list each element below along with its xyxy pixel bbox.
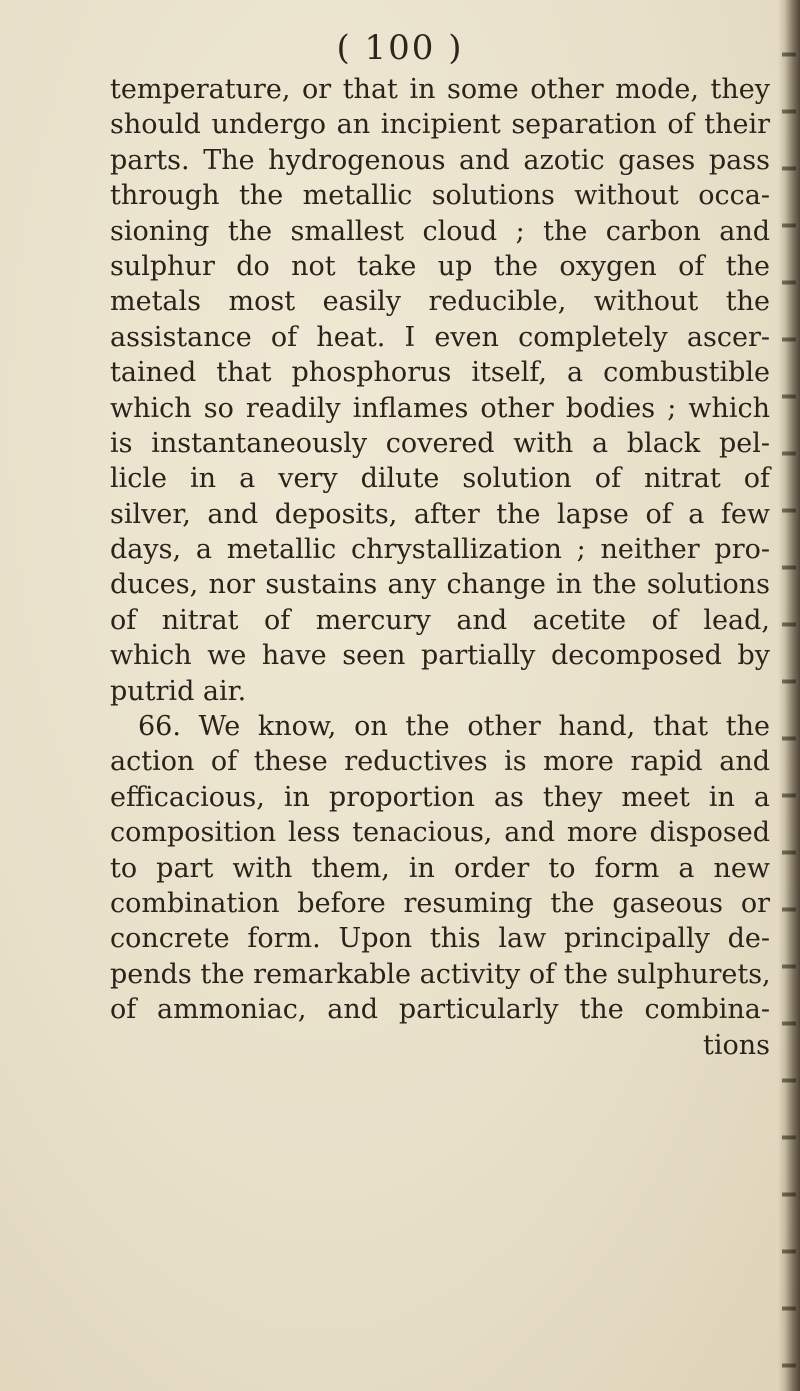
text-line: sulphur do not take up the oxygen of the — [110, 250, 770, 282]
text-line: tained that phosphorus itself, a combustible — [110, 357, 770, 389]
text-line: efficacious, in proportion as they meet in a — [110, 781, 770, 813]
text-line: silver, and deposits, after the lapse of a few — [110, 498, 770, 530]
text-line: putrid air. — [110, 675, 247, 707]
text-line: parts. The hydrogenous and azotic gases pass — [110, 144, 770, 176]
text-line: of ammoniac, and particularly the combina- — [110, 994, 770, 1026]
text-line: to part with them, in order to form a new — [110, 852, 770, 884]
text-line: should undergo an incipient separation of their — [110, 109, 770, 141]
text-line: duces, nor sustains any change in the solutions — [110, 569, 770, 601]
text-line: sioning the smallest cloud ; the carbon and — [110, 215, 770, 247]
text-line: through the metallic solutions without occa- — [110, 180, 770, 212]
text-line: is instantaneously covered with a black pel- — [110, 427, 770, 459]
text-line: which we have seen partially decomposed by — [110, 640, 770, 672]
text-line: pends the remarkable activity of the sulphurets, — [110, 958, 771, 990]
text-line: combination before resuming the gaseous or — [110, 887, 770, 919]
text-line: days, a metallic chrystallization ; neither pro- — [110, 534, 770, 566]
text-line: of nitrat of mercury and acetite of lead, — [110, 604, 770, 636]
page-edge-texture — [782, 0, 796, 1391]
page-number-header: ( 100 ) — [336, 28, 464, 68]
text-line: which so readily inflames other bodies ; which — [110, 392, 770, 424]
text-line: metals most easily reducible, without the — [110, 286, 770, 318]
body-text — [110, 72, 770, 1063]
paragraph-start-line: 66. We know, on the other hand, that the — [138, 711, 770, 743]
text-line: concrete form. Upon this law principally de- — [110, 923, 770, 955]
text-line: licle in a very dilute solution of nitrat of — [110, 463, 770, 495]
text-line: temperature, or that in some other mode, they — [110, 74, 770, 105]
catchword: tions — [703, 1029, 770, 1061]
text-line: action of these reductives is more rapid and — [110, 746, 770, 778]
text-line: assistance of heat. I even completely ascer- — [110, 321, 770, 353]
text-line: composition less tenacious, and more disposed — [110, 817, 770, 849]
